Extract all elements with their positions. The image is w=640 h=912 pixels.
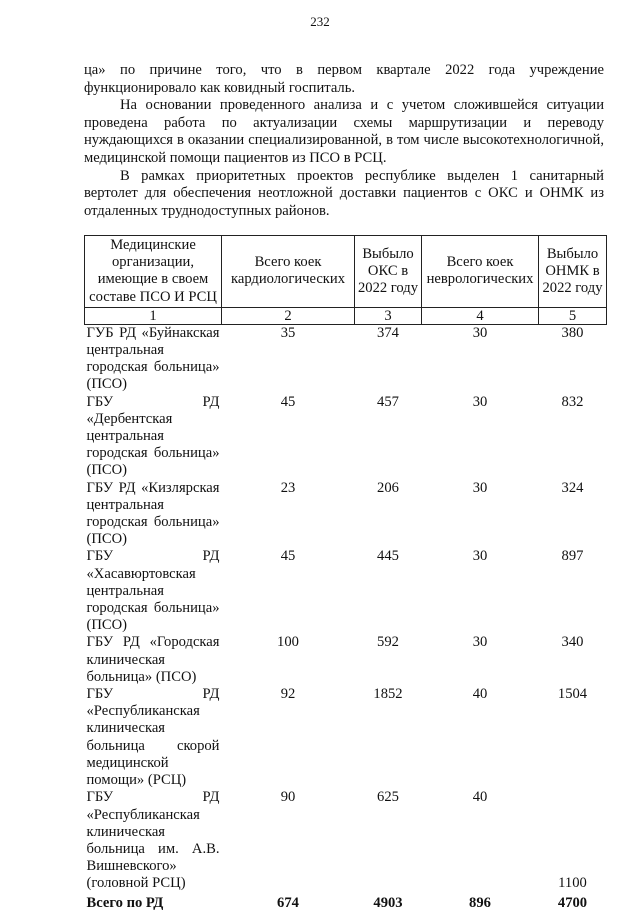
hospital-beds-table [84, 235, 607, 912]
column-number: 2 [222, 307, 355, 324]
organization-name: ГУБ РД «Буйнакская центральная городская больница» (ПСО) [86, 324, 220, 393]
neuro-beds-value: 40 [472, 789, 488, 806]
organization-name: ГБУ РД «Городская клиническая больница» (ПСО) [86, 634, 220, 685]
cardio-beds-value: 45 [280, 393, 296, 410]
organization-name: ГБУ РД «Хасавюртовская центральная городская больница» (ПСО) [86, 548, 220, 634]
oks-value: 592 [377, 634, 399, 651]
neuro-beds-value: 30 [472, 548, 488, 565]
table-row [85, 324, 607, 393]
neuro-beds-value: 30 [472, 479, 488, 496]
paragraph: На основании проведенного анализа и с учетом сложившейся ситуации проведена работа по актуализации схемы маршрутизации и переводу нуждающихся в оказании специализированной, в том числе высокотехнологичной, медицинской помощи пациентов из ПСО в РСЦ. [84, 97, 604, 166]
neuro-beds-value: 40 [472, 686, 488, 703]
column-number: 4 [422, 307, 539, 324]
oks-value: 206 [377, 479, 399, 496]
header-neuro-beds: Всего коек неврологических [422, 236, 539, 308]
onmk-value: 340 [561, 634, 584, 651]
oks-value: 1852 [373, 686, 403, 703]
total-cardio-beds: 674 [277, 894, 299, 911]
table-row [85, 789, 607, 892]
header-organizations: Медицинские организации, имеющие в своем составе ПСО И РСЦ [85, 236, 222, 308]
neuro-beds-value: 30 [472, 634, 488, 651]
onmk-value: 1504 [557, 686, 588, 703]
onmk-value: 897 [561, 548, 584, 565]
table-row [85, 634, 607, 686]
table-row [85, 394, 607, 480]
onmk-value: 1100 [558, 875, 587, 892]
table-row [85, 480, 607, 549]
header-oks-2022: Выбыло ОКС в 2022 году [355, 236, 422, 308]
body-text [84, 62, 604, 220]
cardio-beds-value: 35 [280, 324, 296, 341]
onmk-value: 380 [561, 324, 584, 341]
organization-name: ГБУ РД «Дербентская центральная городская больница» (ПСО) [86, 393, 220, 479]
oks-value: 457 [377, 393, 399, 410]
page-number: 232 [310, 14, 330, 29]
table-row [85, 548, 607, 634]
column-number: 3 [355, 307, 422, 324]
table-header-row [85, 236, 607, 308]
header-cardio-beds: Всего коек кардиологических [222, 236, 355, 308]
column-numbers-row [85, 307, 607, 324]
paragraph: В рамках приоритетных проектов республике выделен 1 санитарный вертолет для обеспечения неотложной доставки пациентов с ОКС и ОНМК из отдаленных труднодоступных районов. [84, 167, 604, 219]
header-onmk-2022: Выбыло ОНМК в 2022 году [539, 236, 607, 308]
oks-value: 445 [377, 548, 399, 565]
paragraph: ца» по причине того, что в первом квартале 2022 года учреждение функционировало как ковидный госпиталь. [84, 62, 604, 96]
cardio-beds-value: 23 [280, 479, 296, 496]
cardio-beds-value: 90 [280, 789, 296, 806]
neuro-beds-value: 30 [472, 393, 488, 410]
organization-name: ГБУ РД «Республиканская клиническая больница скорой медицинской помощи» (РСЦ) [86, 686, 220, 789]
organization-name: ГБУ РД «Республиканская клиническая больница им. А.В. Вишневского» (головной РСЦ) [86, 789, 220, 892]
organization-name: ГБУ РД «Кизлярская центральная городская больница» (ПСО) [86, 479, 220, 548]
cardio-beds-value: 100 [277, 634, 299, 651]
oks-value: 625 [377, 789, 399, 806]
total-neuro-beds: 896 [469, 894, 491, 911]
cardio-beds-value: 92 [280, 686, 296, 703]
total-oks: 4903 [373, 894, 403, 911]
table-row [85, 686, 607, 789]
column-number: 1 [85, 307, 222, 324]
neuro-beds-value: 30 [472, 324, 488, 341]
total-label: Всего по РД [86, 894, 164, 911]
oks-value: 374 [377, 324, 399, 341]
total-onmk: 4700 [557, 894, 588, 911]
cardio-beds-value: 45 [280, 548, 296, 565]
onmk-value: 832 [561, 393, 584, 410]
onmk-value: 324 [561, 479, 584, 496]
column-number: 5 [539, 307, 607, 324]
